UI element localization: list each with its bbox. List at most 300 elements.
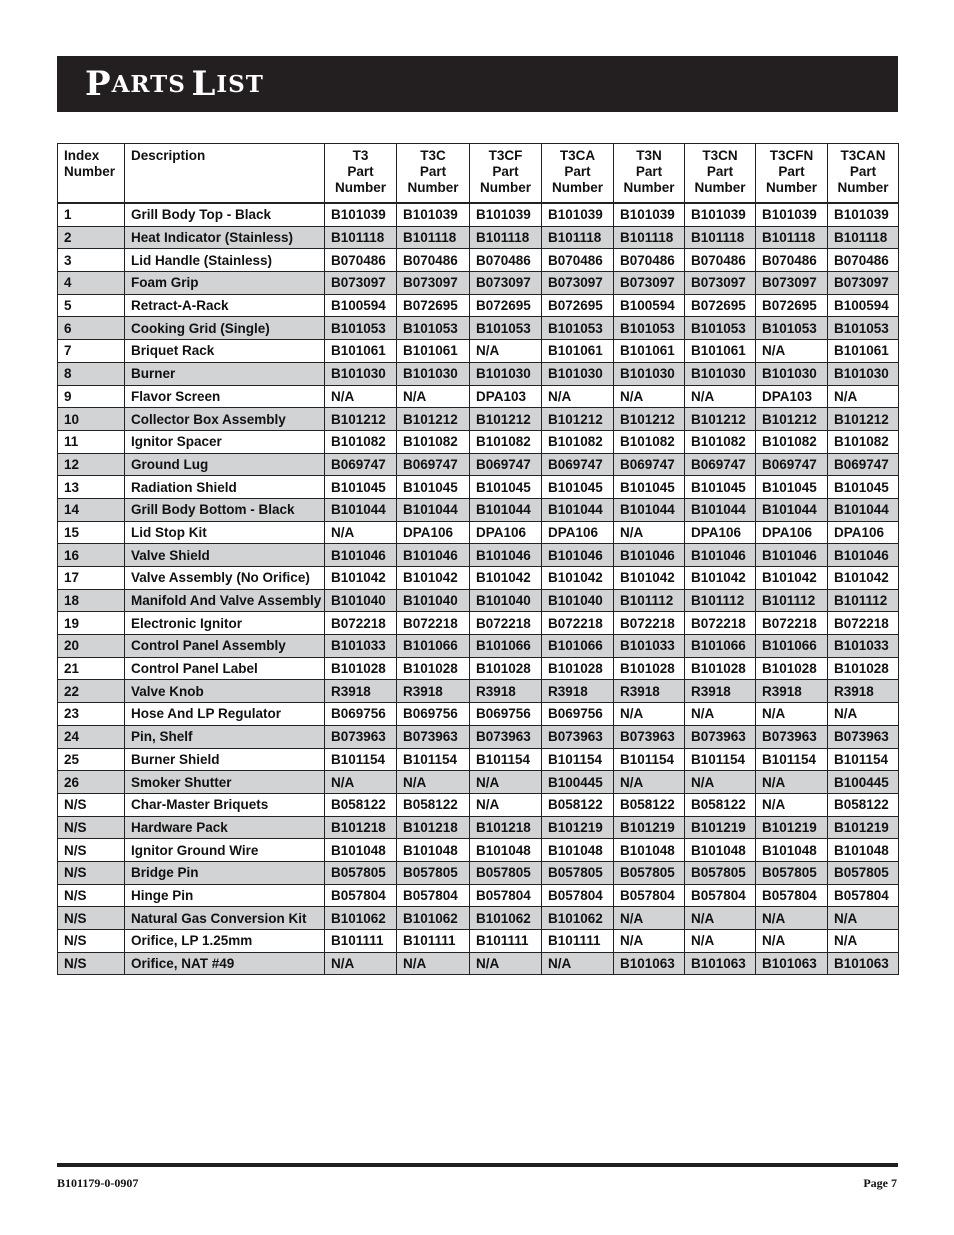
part-number-cell: B070486 [756,249,828,272]
part-number-cell: B101111 [325,930,397,953]
index-cell: 4 [58,272,125,295]
part-number-cell: R3918 [470,680,542,703]
part-number-cell: DPA103 [470,385,542,408]
description-cell: Collector Box Assembly [125,408,325,431]
part-number-cell: N/A [614,385,685,408]
part-number-cell: B101154 [756,748,828,771]
part-number-cell: N/A [397,952,470,975]
index-cell: 8 [58,362,125,385]
part-number-cell: B101028 [470,657,542,680]
index-cell: 16 [58,544,125,567]
part-number-cell: B069747 [828,453,899,476]
description-cell: Radiation Shield [125,476,325,499]
part-number-cell: N/A [685,703,756,726]
part-number-cell: B100594 [325,294,397,317]
column-header-line: Part [635,164,663,179]
table-row [58,680,899,703]
part-number-cell: B101028 [685,657,756,680]
column-header [756,144,828,204]
part-number-cell: B101044 [685,498,756,521]
table-row [58,408,899,431]
part-number-cell: B073963 [325,725,397,748]
description-cell: Ignitor Spacer [125,430,325,453]
column-header-line: T3CFN [769,148,814,163]
part-number-cell: B101045 [828,476,899,499]
part-number-cell: B057804 [828,884,899,907]
table-body [58,203,899,975]
description-cell: Lid Stop Kit [125,521,325,544]
part-number-cell: B101033 [828,635,899,658]
part-number-cell: N/A [397,771,470,794]
part-number-cell: N/A [756,930,828,953]
description-cell: Lid Handle (Stainless) [125,249,325,272]
part-number-cell: B101030 [470,362,542,385]
part-number-cell: B101062 [397,907,470,930]
part-number-cell: B101053 [614,317,685,340]
part-number-cell: B058122 [685,793,756,816]
part-number-cell: DPA103 [756,385,828,408]
part-number-cell: R3918 [397,680,470,703]
part-number-cell: B073963 [828,725,899,748]
index-cell: 15 [58,521,125,544]
index-cell: 18 [58,589,125,612]
column-header-line: Part [706,164,734,179]
part-number-cell: B101042 [614,567,685,590]
part-number-cell: B101039 [542,203,614,226]
description-cell: Ignitor Ground Wire [125,839,325,862]
part-number-cell: B101045 [470,476,542,499]
part-number-cell: B069747 [542,453,614,476]
part-number-cell: B101212 [397,408,470,431]
part-number-cell: B072695 [470,294,542,317]
part-number-cell: B101046 [470,544,542,567]
part-number-cell: B101118 [542,226,614,249]
description-cell: Valve Shield [125,544,325,567]
description-cell: Pin, Shelf [125,725,325,748]
description-cell: Orifice, NAT #49 [125,952,325,975]
table-row [58,612,899,635]
part-number-cell: B101218 [470,816,542,839]
part-number-cell: DPA106 [542,521,614,544]
part-number-cell: B101039 [614,203,685,226]
part-number-cell: B057805 [685,861,756,884]
part-number-cell: B057804 [542,884,614,907]
part-number-cell: B072218 [397,612,470,635]
part-number-cell: B101111 [470,930,542,953]
column-header-line: Number [64,164,116,179]
part-number-cell: B101053 [828,317,899,340]
part-number-cell: B101028 [828,657,899,680]
part-number-cell: B101154 [828,748,899,771]
column-header-line: T3C [420,148,446,163]
part-number-cell: B058122 [828,793,899,816]
part-number-cell: B100594 [614,294,685,317]
part-number-cell: B058122 [397,793,470,816]
part-number-cell: B072695 [542,294,614,317]
part-number-cell: N/A [756,771,828,794]
index-cell: N/S [58,884,125,907]
column-header-line: Part [849,164,877,179]
part-number-cell: B101045 [325,476,397,499]
index-cell: 24 [58,725,125,748]
part-number-cell: B101212 [325,408,397,431]
description-cell: Smoker Shutter [125,771,325,794]
part-number-cell: B073963 [614,725,685,748]
part-number-cell: B101048 [756,839,828,862]
part-number-cell: B101061 [542,340,614,363]
description-cell: Ground Lug [125,453,325,476]
table-row [58,771,899,794]
part-number-cell: B072218 [325,612,397,635]
part-number-cell: R3918 [325,680,397,703]
part-number-cell: B101030 [756,362,828,385]
part-number-cell: B101212 [542,408,614,431]
part-number-cell: B101112 [756,589,828,612]
index-cell: 21 [58,657,125,680]
part-number-cell: N/A [470,952,542,975]
part-number-cell: B069747 [756,453,828,476]
description-cell: Valve Assembly (No Orifice) [125,567,325,590]
description-cell: Control Panel Label [125,657,325,680]
index-cell: 7 [58,340,125,363]
part-number-cell: B101044 [614,498,685,521]
part-number-cell: B101042 [397,567,470,590]
column-header-line: Part [564,164,591,179]
part-number-cell: B057804 [614,884,685,907]
part-number-cell: B101066 [756,635,828,658]
index-cell: 23 [58,703,125,726]
title-rest: ARTS [111,70,186,98]
description-cell: Heat Indicator (Stainless) [125,226,325,249]
page-number: Page 7 [863,1176,897,1190]
part-number-cell: DPA106 [685,521,756,544]
part-number-cell: B101028 [542,657,614,680]
part-number-cell: B101028 [614,657,685,680]
part-number-cell: B057805 [397,861,470,884]
part-number-cell: N/A [828,907,899,930]
description-cell: Hose And LP Regulator [125,703,325,726]
part-number-cell: B100445 [542,771,614,794]
part-number-cell: B101111 [542,930,614,953]
part-number-cell: B101030 [685,362,756,385]
part-number-cell: B101028 [325,657,397,680]
part-number-cell: B101048 [685,839,756,862]
part-number-cell: B073097 [325,272,397,295]
part-number-cell: B101033 [614,635,685,658]
part-number-cell: B070486 [542,249,614,272]
part-number-cell: B101042 [756,567,828,590]
index-cell: 25 [58,748,125,771]
part-number-cell: B101061 [828,340,899,363]
title-letter: P [85,64,112,104]
part-number-cell: B101039 [470,203,542,226]
part-number-cell: B101154 [614,748,685,771]
part-number-cell: B072695 [397,294,470,317]
index-cell: 6 [58,317,125,340]
part-number-cell: B072218 [614,612,685,635]
part-number-cell: B072695 [685,294,756,317]
part-number-cell: B058122 [542,793,614,816]
part-number-cell: B101112 [828,589,899,612]
index-cell: 13 [58,476,125,499]
part-number-cell: B101218 [397,816,470,839]
part-number-cell: R3918 [828,680,899,703]
part-number-cell: B073097 [397,272,470,295]
part-number-cell: B101042 [470,567,542,590]
column-header-line: T3N [636,148,662,163]
part-number-cell: B101082 [325,430,397,453]
column-header-line: Index [64,148,100,163]
parts-table [57,143,899,975]
part-number-cell: B101044 [470,498,542,521]
part-number-cell: B101062 [470,907,542,930]
part-number-cell: B101028 [397,657,470,680]
part-number-cell: B101082 [614,430,685,453]
part-number-cell: B070486 [470,249,542,272]
part-number-cell: B101066 [470,635,542,658]
description-cell: Orifice, LP 1.25mm [125,930,325,953]
part-number-cell: B101046 [325,544,397,567]
column-header-line: Number [694,180,746,195]
description-cell: Burner [125,362,325,385]
part-number-cell: B101040 [397,589,470,612]
index-cell: N/S [58,839,125,862]
part-number-cell: B101048 [325,839,397,862]
part-number-cell: N/A [542,952,614,975]
part-number-cell: B101030 [828,362,899,385]
table-row [58,294,899,317]
part-number-cell: B101053 [325,317,397,340]
column-header [470,144,542,204]
index-cell: N/S [58,907,125,930]
index-cell: 19 [58,612,125,635]
part-number-cell: B057804 [470,884,542,907]
column-header-line: T3CF [488,148,523,163]
part-number-cell: B101044 [397,498,470,521]
part-number-cell: B101062 [325,907,397,930]
part-number-cell: B073097 [756,272,828,295]
part-number-cell: B101045 [614,476,685,499]
part-number-cell: B057805 [325,861,397,884]
part-number-cell: B101118 [614,226,685,249]
table-row [58,498,899,521]
index-cell: N/S [58,930,125,953]
column-header-line: Part [778,164,805,179]
part-number-cell: B101061 [614,340,685,363]
part-number-cell: N/A [756,340,828,363]
part-number-cell: DPA106 [397,521,470,544]
part-number-cell: B101033 [325,635,397,658]
index-cell: 10 [58,408,125,431]
part-number-cell: B101030 [397,362,470,385]
column-header [397,144,470,204]
table-row [58,793,899,816]
part-number-cell: B069747 [614,453,685,476]
table-row [58,907,899,930]
column-header-line: Part [419,164,447,179]
part-number-cell: N/A [325,952,397,975]
part-number-cell: R3918 [685,680,756,703]
index-cell: 20 [58,635,125,658]
part-number-cell: R3918 [542,680,614,703]
part-number-cell: N/A [325,521,397,544]
part-number-cell: B101063 [828,952,899,975]
table-row [58,589,899,612]
table-row [58,362,899,385]
part-number-cell: B101112 [614,589,685,612]
table-row [58,748,899,771]
part-number-cell: B101046 [756,544,828,567]
part-number-cell: B101063 [756,952,828,975]
column-header [828,144,899,204]
description-cell: Burner Shield [125,748,325,771]
part-number-cell: B057805 [756,861,828,884]
part-number-cell: B101118 [756,226,828,249]
part-number-cell: B101082 [828,430,899,453]
index-cell: 12 [58,453,125,476]
description-cell: Hinge Pin [125,884,325,907]
column-header-line: Number [479,180,531,195]
table-row [58,930,899,953]
part-number-cell: N/A [470,793,542,816]
part-number-cell: B070486 [685,249,756,272]
description-cell: Flavor Screen [125,385,325,408]
part-number-cell: B072218 [542,612,614,635]
part-number-cell: B073963 [756,725,828,748]
part-number-cell: N/A [470,340,542,363]
part-number-cell: B072218 [470,612,542,635]
table-row [58,567,899,590]
part-number-cell: B069756 [397,703,470,726]
column-header-line: Number [623,180,675,195]
index-cell: N/S [58,952,125,975]
part-number-cell: N/A [685,385,756,408]
table-row [58,317,899,340]
description-cell: Control Panel Assembly [125,635,325,658]
part-number-cell: B101218 [325,816,397,839]
part-number-cell: B101118 [470,226,542,249]
part-number-cell: B101219 [685,816,756,839]
description-cell: Char-Master Briquets [125,793,325,816]
index-cell: 9 [58,385,125,408]
part-number-cell: B057805 [470,861,542,884]
description-cell: Cooking Grid (Single) [125,317,325,340]
part-number-cell: R3918 [614,680,685,703]
part-number-cell: N/A [614,703,685,726]
table-row [58,385,899,408]
index-cell: 11 [58,430,125,453]
part-number-cell: N/A [828,385,899,408]
table-row [58,476,899,499]
part-number-cell: B101082 [397,430,470,453]
part-number-cell: B101082 [542,430,614,453]
part-number-cell: B101030 [325,362,397,385]
index-cell: N/S [58,816,125,839]
column-header [125,144,325,204]
part-number-cell: B069747 [325,453,397,476]
part-number-cell: B069756 [325,703,397,726]
part-number-cell: B101066 [685,635,756,658]
part-number-cell: B101042 [325,567,397,590]
part-number-cell: B073097 [470,272,542,295]
part-number-cell: B101046 [685,544,756,567]
table-row [58,703,899,726]
part-number-cell: B101040 [470,589,542,612]
part-number-cell: B101061 [397,340,470,363]
part-number-cell: B070486 [614,249,685,272]
part-number-cell: B101082 [685,430,756,453]
part-number-cell: B101082 [470,430,542,453]
column-header [685,144,756,204]
part-number-cell: N/A [756,907,828,930]
title-rest: IST [216,70,264,98]
part-number-cell: N/A [325,385,397,408]
column-header-line: Number [551,180,603,195]
part-number-cell: B069756 [470,703,542,726]
index-cell: 1 [58,203,125,226]
part-number-cell: B101048 [614,839,685,862]
table-row [58,226,899,249]
part-number-cell: B057804 [397,884,470,907]
part-number-cell: B101118 [828,226,899,249]
part-number-cell: B057805 [828,861,899,884]
part-number-cell: B073963 [542,725,614,748]
part-number-cell: DPA106 [756,521,828,544]
description-cell: Briquet Rack [125,340,325,363]
part-number-cell: B101053 [756,317,828,340]
table-row [58,340,899,363]
index-cell: 22 [58,680,125,703]
part-number-cell: N/A [325,771,397,794]
column-header-line: Part [492,164,519,179]
part-number-cell: B101066 [397,635,470,658]
part-number-cell: B101030 [614,362,685,385]
part-number-cell: N/A [614,930,685,953]
part-number-cell: B101044 [828,498,899,521]
part-number-cell: B058122 [614,793,685,816]
index-cell: N/S [58,861,125,884]
part-number-cell: B101046 [828,544,899,567]
document-number: B101179-0-0907 [57,1176,139,1190]
part-number-cell: B100445 [828,771,899,794]
footer-divider [57,1163,898,1167]
column-header-line: T3 [352,148,369,163]
part-number-cell: B101053 [542,317,614,340]
column-header [614,144,685,204]
part-number-cell: B101039 [397,203,470,226]
part-number-cell: B069747 [685,453,756,476]
part-number-cell: B101046 [542,544,614,567]
part-number-cell: B072218 [685,612,756,635]
part-number-cell: B101066 [542,635,614,658]
description-cell: Hardware Pack [125,816,325,839]
part-number-cell: B101046 [397,544,470,567]
part-number-cell: B073963 [397,725,470,748]
part-number-cell: B101045 [685,476,756,499]
table-header-row [58,144,899,204]
part-number-cell: N/A [685,907,756,930]
part-number-cell: B101212 [470,408,542,431]
part-number-cell: B101082 [756,430,828,453]
part-number-cell: B101046 [614,544,685,567]
part-number-cell: B069756 [542,703,614,726]
part-number-cell: B101111 [397,930,470,953]
part-number-cell: DPA106 [470,521,542,544]
table-row [58,816,899,839]
part-number-cell: B101063 [614,952,685,975]
part-number-cell: B101219 [756,816,828,839]
part-number-cell: B070486 [397,249,470,272]
